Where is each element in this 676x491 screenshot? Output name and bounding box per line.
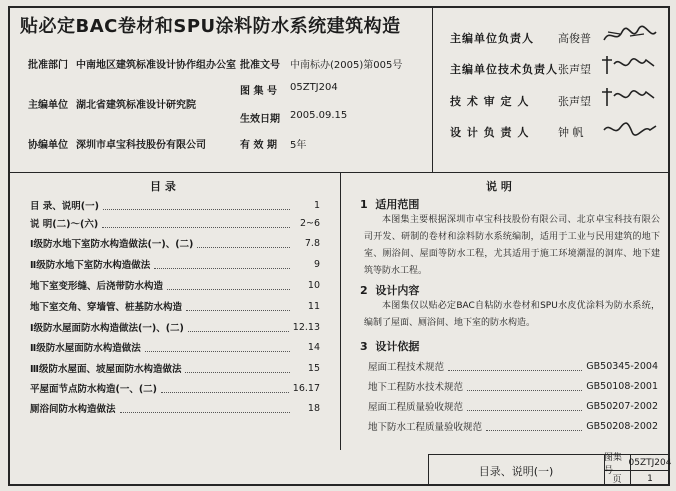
signature-1 — [600, 22, 660, 48]
body-divider — [340, 172, 341, 450]
toc-row[interactable]: 厕浴间防水构造做法 18 — [30, 402, 320, 415]
header-divider — [432, 6, 433, 172]
atlas-label: 图 集 号 — [240, 86, 277, 97]
toc-row[interactable]: 平屋面节点防水构造(一、(二) 16.17 — [30, 382, 320, 395]
toc-row[interactable]: 地下室变形缝、后浇带防水构造 10 — [30, 279, 320, 292]
signature-2 — [598, 52, 658, 78]
toc-row[interactable]: 地下室交角、穿墙管、桩基防水构造 11 — [30, 300, 320, 313]
section-1-text: 本图集主要根据深圳市卓宝科技股份有限公司、北京卓宝科技有限公司开发、研制的卷材和涂料防水系统编制，适用于工业与民用建筑的地下室、厕浴间、屋面等防水工程，尤其适用于施工环境潮湿的洞库、地下建筑等防水工程。 — [364, 215, 660, 276]
footer-title: 目录、说明(一) — [478, 465, 554, 478]
date-label: 生效日期 — [240, 114, 280, 125]
toc-heading: 目 录 — [150, 180, 176, 193]
coop-label: 协编单位 — [28, 140, 68, 151]
chief-editor-name: 高俊普 — [558, 32, 591, 45]
section-1-heading: 1 适用范围 — [360, 198, 420, 211]
designer-label: 设 计 负 责 人 — [450, 126, 530, 139]
footer-page-label: 页 — [612, 475, 622, 485]
doc-number-label: 批准文号 — [240, 60, 280, 71]
approver-label: 批准部门 — [28, 60, 68, 71]
validity-value: 5年 — [290, 140, 307, 151]
coop-value: 深圳市卓宝科技股份有限公司 — [76, 140, 206, 151]
signature-3 — [598, 84, 658, 110]
toc-row[interactable]: 目 录、说明(一) 1 — [30, 199, 320, 212]
page-title: 贴必定BAC卷材和SPU涂料防水系统建筑构造 — [20, 16, 401, 37]
validity-label: 有 效 期 — [240, 140, 277, 151]
section-2-text: 本图集仅以贴必定BAC自粘防水卷材和SPU水皮优涂料为防水系统，编制了屋面、厕浴间、地下室的防水构造。 — [364, 301, 660, 328]
footer-page-value: 1 — [647, 473, 653, 484]
toc-row[interactable]: Ⅲ级防水屋面、坡屋面防水构造做法 15 — [30, 362, 320, 375]
editor-label: 主编单位 — [28, 100, 68, 111]
description-heading: 说 明 — [486, 180, 512, 193]
editor-value: 湖北省建筑标准设计研究院 — [76, 100, 196, 111]
tech-lead-label: 主编单位技术负责人 — [450, 63, 558, 76]
date-value: 2005.09.15 — [290, 110, 348, 121]
standard-row: 屋面工程技术规范 GB50345-2004 — [368, 360, 658, 373]
atlas-value: 05ZTJ204 — [290, 82, 338, 93]
doc-number-value: 中南标办(2005)第005号 — [290, 60, 403, 71]
tech-lead-name: 张声望 — [558, 63, 591, 76]
section-3-heading: 3 设计依据 — [360, 340, 420, 353]
toc-row[interactable]: 说 明(二)～(六) 2~6 — [30, 217, 320, 230]
toc-row[interactable]: Ⅱ级防水地下室防水构造做法 9 — [30, 258, 320, 271]
toc-row[interactable]: Ⅰ级防水地下室防水构造做法(一)、(二) 7.8 — [30, 237, 320, 250]
chief-editor-label: 主编单位负责人 — [450, 32, 534, 45]
standard-row: 屋面工程质量验收规范 GB50207-2002 — [368, 400, 658, 413]
toc-row[interactable]: Ⅱ级防水屋面防水构造做法 14 — [30, 341, 320, 354]
header-bottom-rule — [8, 172, 670, 173]
toc-row[interactable]: Ⅰ级防水屋面防水构造做法(一)、(二) 12.13 — [30, 321, 320, 334]
footer-atlas-value: 05ZTJ204 — [628, 457, 672, 468]
standard-row: 地下工程防水技术规范 GB50108-2001 — [368, 380, 658, 393]
reviewer-name: 张声望 — [558, 95, 591, 108]
section-2-heading: 2 设计内容 — [360, 284, 420, 297]
standard-row: 地下防水工程质量验收规范 GB50208-2002 — [368, 420, 658, 433]
approver-value: 中南地区建筑标准设计协作组办公室 — [76, 60, 236, 71]
signature-4 — [600, 116, 660, 142]
designer-name: 钟 帆 — [558, 126, 584, 139]
footer-atlas-label: 图集 — [604, 452, 623, 463]
reviewer-label: 技 术 审 定 人 — [450, 95, 530, 108]
